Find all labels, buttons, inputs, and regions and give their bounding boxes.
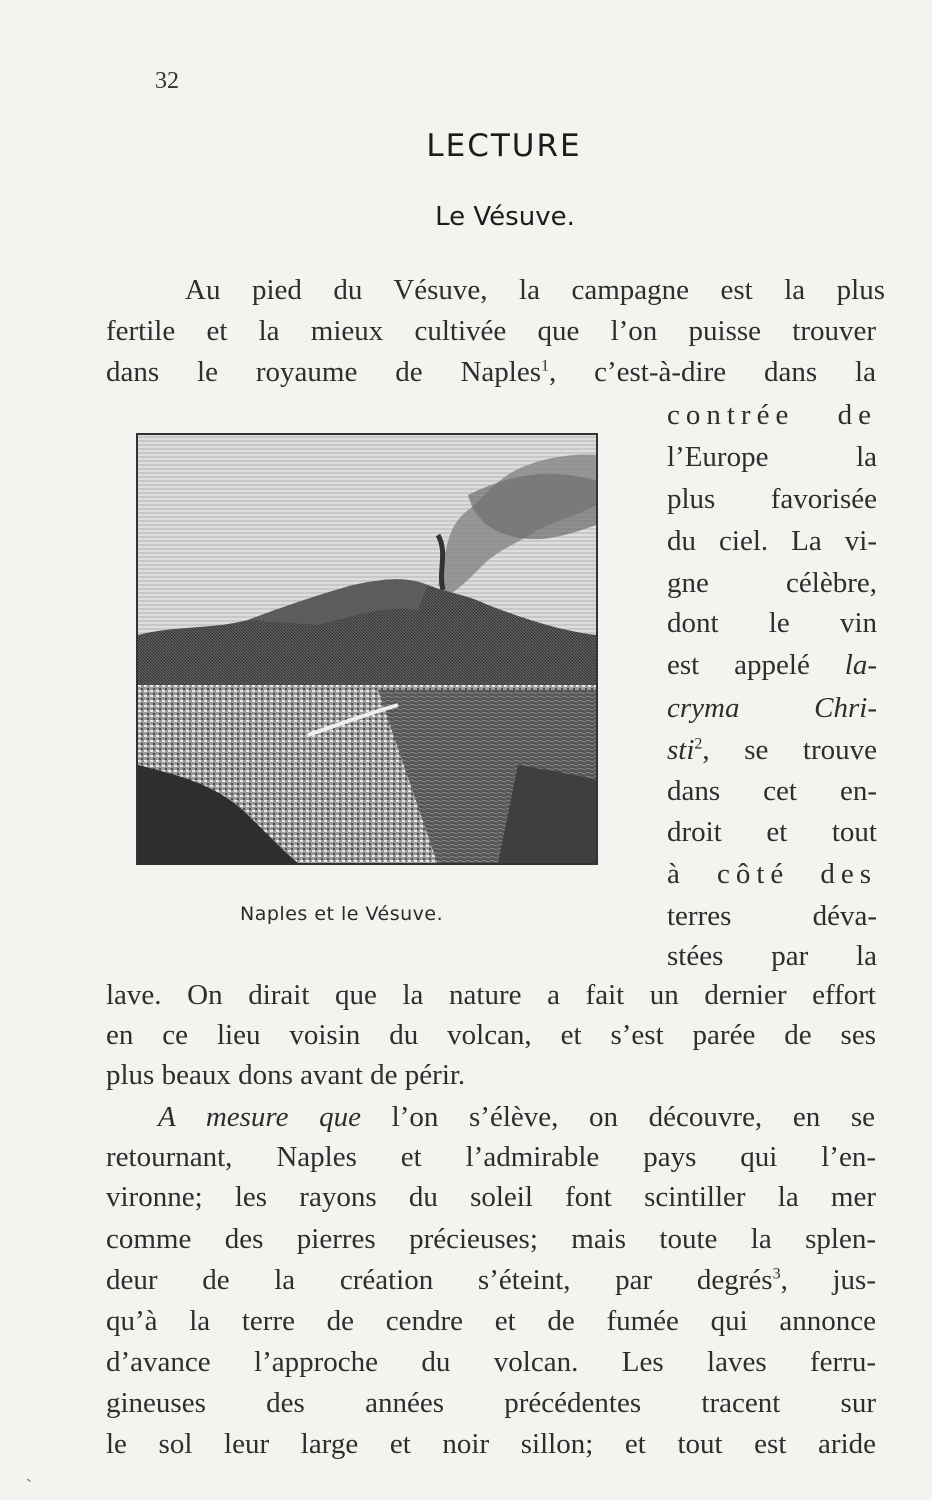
italic-text: la-	[844, 649, 878, 681]
italic-text: A mesure que	[158, 1101, 362, 1133]
text-line: qu’à la terre de cendre et de fumée qui annonce	[106, 1305, 876, 1337]
text-line: dont le vin	[667, 607, 877, 639]
vesuvius-illustration	[136, 433, 598, 865]
text-line: gne célèbre,	[667, 567, 877, 599]
text-line	[667, 730, 877, 770]
text-line: terres déva-	[667, 900, 877, 932]
text-fragment: dans le royaume de Naples	[106, 356, 541, 388]
text-line: contrée de	[667, 399, 877, 431]
text-line: vironne; les rayons du soleil font scintiller la mer	[106, 1181, 876, 1213]
text-line: le sol leur large et noir sillon; et tout est aride	[106, 1428, 876, 1460]
text-line: d’avance l’approche du volcan. Les laves ferru-	[106, 1346, 876, 1378]
text-line	[158, 1097, 875, 1137]
article-title: Le Vésuve.	[435, 202, 575, 232]
text-line	[667, 645, 877, 685]
text-line	[667, 688, 877, 728]
text-fragment: , jus-	[780, 1264, 876, 1296]
text-line: comme des pierres précieuses; mais toute la splen-	[106, 1223, 876, 1255]
text-line	[106, 352, 876, 392]
section-title: LECTURE	[426, 128, 582, 164]
text-line: du ciel. La vi-	[667, 525, 877, 557]
italic-text: sti	[667, 734, 695, 766]
text-line: Au pied du Vésuve, la campagne est la plus	[185, 274, 885, 306]
page-number: 32	[155, 68, 179, 94]
text-line	[106, 1260, 876, 1300]
text-line: à côté des	[667, 858, 877, 890]
margin-mark: ˏ	[26, 1462, 32, 1483]
footnote-ref: 3	[772, 1265, 781, 1283]
italic-text: cryma Chri-	[667, 692, 877, 724]
text-line: stées par la	[667, 940, 877, 972]
text-line: dans cet en-	[667, 775, 877, 807]
text-line: droit et tout	[667, 816, 877, 848]
text-line: plus favorisée	[667, 483, 877, 515]
text-fragment: est appelé	[667, 649, 810, 681]
text-line: gineuses des années précédentes tracent sur	[106, 1387, 876, 1419]
text-fragment: deur de la création s’éteint, par degrés	[106, 1264, 773, 1296]
text-line: retournant, Naples et l’admirable pays qui l’en-	[106, 1141, 876, 1173]
text-line: lave. On dirait que la nature a fait un dernier effort	[106, 979, 876, 1011]
text-fragment: l’on s’élève, on découvre, en se	[361, 1101, 875, 1133]
figure-caption: Naples et le Vésuve.	[240, 903, 444, 925]
footnote-ref: 1	[540, 357, 549, 375]
text-line: l’Europe la	[667, 441, 877, 473]
text-fragment: , c’est-à-dire dans la	[548, 356, 876, 388]
footnote-ref: 2	[694, 735, 703, 753]
text-line: plus beaux dons avant de périr.	[106, 1059, 466, 1091]
text-fragment: , se trouve	[702, 734, 877, 766]
text-line: en ce lieu voisin du volcan, et s’est parée de ses	[106, 1019, 876, 1051]
text-line: fertile et la mieux cultivée que l’on puisse trouver	[106, 315, 876, 347]
